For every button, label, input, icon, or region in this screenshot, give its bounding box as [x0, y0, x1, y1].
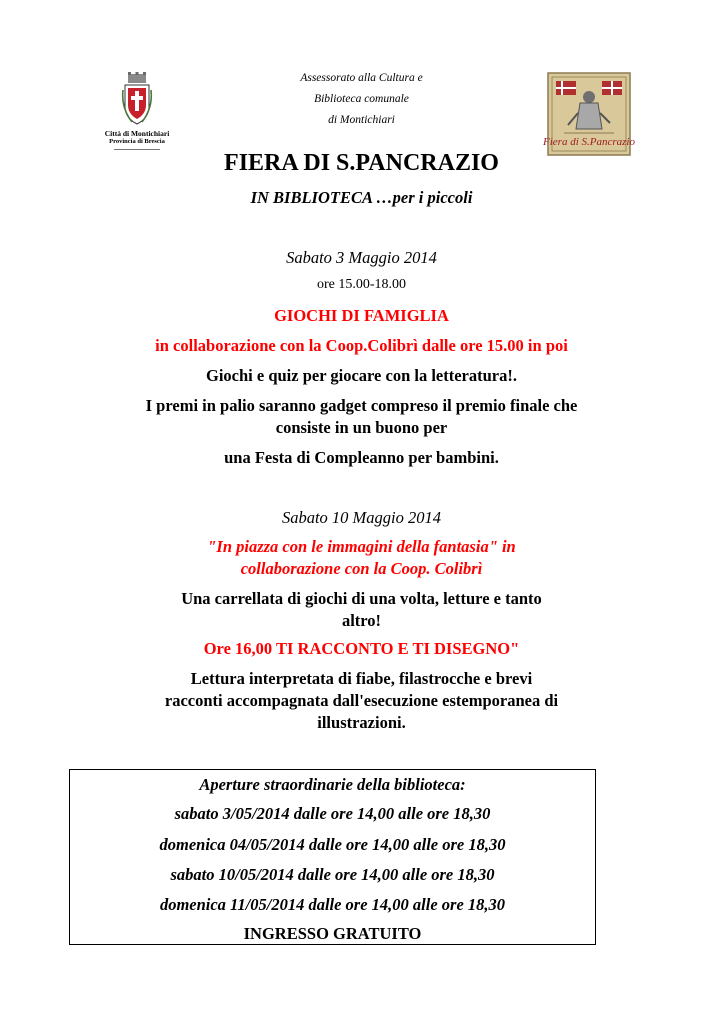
fair-logo-image: [543, 73, 635, 155]
opening-item: sabato 3/05/2014 dalle ore 14,00 alle ore 18,30: [174, 804, 491, 823]
event1-description: Giochi e quiz per giocare con la letteratura!.: [206, 366, 517, 385]
event2-heading: "In piazza con le immagini della fantasia" in: [207, 537, 516, 556]
event2-description: altro!: [341, 611, 382, 630]
province-name: Provincia di Brescia: [109, 138, 165, 145]
page-subtitle: IN BIBLIOTECA …per i piccoli: [250, 188, 473, 207]
openings-heading: Aperture straordinarie della biblioteca:: [199, 775, 466, 794]
opening-item: domenica 04/05/2014 dalle ore 14,00 alle ore 18,30: [159, 835, 506, 854]
event2-story-description: illustrazioni.: [317, 713, 406, 732]
event2-date: Sabato 10 Maggio 2014: [281, 508, 442, 527]
opening-item: sabato 10/05/2014 dalle ore 14,00 alle ore 18,30: [170, 865, 495, 884]
fair-logo-label: Fiera di S.Pancrazio: [543, 136, 635, 148]
event2-heading: collaborazione con la Coop. Colibrì: [240, 559, 483, 578]
event2-description: Una carrellata di giochi di una volta, letture e tanto: [181, 589, 542, 608]
event1-description: I premi in palio saranno gadget compreso il premio finale che: [145, 396, 578, 415]
event1-heading: GIOCHI DI FAMIGLIA: [274, 306, 449, 325]
opening-item: domenica 11/05/2014 dalle ore 14,00 alle ore 18,30: [159, 895, 506, 914]
city-name: Città di Montichiari: [104, 129, 170, 138]
event2-story-description: racconti accompagnata dall'esecuzione estemporanea di: [164, 691, 559, 710]
organizer-line: Biblioteca comunale: [314, 93, 409, 105]
event2-story-description: Lettura interpretata di fiabe, filastrocche e brevi: [190, 669, 533, 688]
free-entry-label: INGRESSO GRATUITO: [243, 924, 422, 943]
organizer-line: di Montichiari: [328, 114, 395, 126]
event1-collaboration: in collaborazione con la Coop.Colibrì dalle ore 15.00 in poi: [155, 336, 568, 355]
event2-story-heading: Ore 16,00 TI RACCONTO E TI DISEGNO": [203, 639, 520, 658]
page-title: FIERA DI S.PANCRAZIO: [224, 150, 499, 176]
event1-description: consiste in un buono per: [275, 418, 448, 437]
event1-time: ore 15.00-18.00: [316, 277, 407, 292]
event1-description: una Festa di Compleanno per bambini.: [224, 448, 499, 467]
event1-date: Sabato 3 Maggio 2014: [286, 248, 437, 267]
organizer-line: Assessorato alla Cultura e: [300, 72, 423, 84]
openings-box: [69, 769, 596, 945]
